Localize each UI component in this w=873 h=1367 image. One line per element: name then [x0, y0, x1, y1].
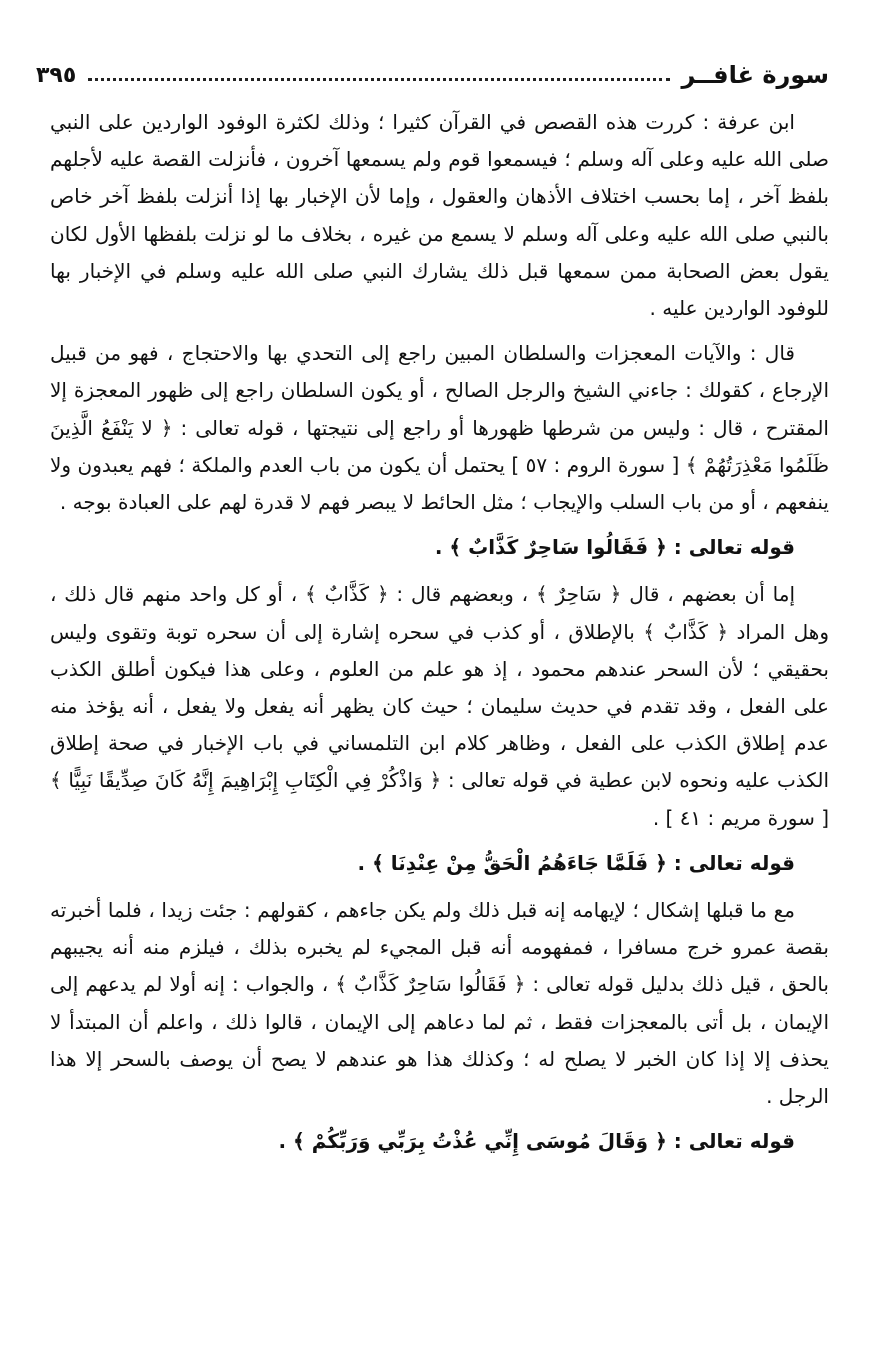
paragraph: ابن عرفة : كررت هذه القصص في القرآن كثيرا ؛ وذلك لكثرة الوفود الواردين على النبي صلى الله عليه وعلى آله وسلم ؛ فيسمعوا قوم ولم يسمعها آخرون ، فأنزلت القصة عليه لأجلهم بلفظ آخر ، إما بحسب اختلاف الأذهان والعقول ، وإما لأن الإخبار بها إذا أنزلت بلفظ آخر خاص بالنبي صلى الله عليه وعلى آله وسلم لا يسمع من غيره ، بخلاف ما لو نزلت بلفظها الأول لكان يقول بعض الصحابة ممن سمعها قبل ذلك يشارك النبي صلى الله عليه وسلم في الإخبار بها للوفود الواردين عليه .	[50, 110, 829, 321]
verse-heading: قوله تعالى : ﴿ وَقَالَ مُوسَى إِنِّي عُذْتُ بِرَبِّي وَرَبِّكُمْ ﴾ .	[278, 1129, 795, 1154]
running-header	[36, 58, 829, 92]
paragraph: قال : والآيات المعجزات والسلطان المبين راجع إلى التحدي بها والاحتجاج ، فهو من قبيل الإرجاع ، كقولك : جاءني الشيخ والرجل الصالح ، أو يكون السلطان راجع إلى ظهور المعجزة إلا المقترح ، قال : وليس من شرطها ظهورها أو راجع إلى نتيجتها ، قوله تعالى : ﴿ لا يَنْفَعُ الَّذِينَ ظَلَمُوا مَعْذِرَتُهُمْ ﴾ [ سورة الروم : ٥٧ ] يحتمل أن يكون من باب العدم والملكة ؛ فهم يعبدون ولا ينفعهم ، أو من باب السلب والإيجاب ؛ مثل الحائط لا يبصر فهم لا قدرة لهم على العبادة بوجه .	[50, 341, 829, 515]
verse-heading: قوله تعالى : ﴿ فَلَمَّا جَاءَهُمُ الْحَقُّ مِنْ عِنْدِنَا ﴾ .	[357, 850, 795, 875]
dotted-leader	[88, 78, 669, 81]
paragraph: إما أن بعضهم ، قال ﴿ سَاحِرٌ ﴾ ، وبعضهم قال : ﴿ كَذَّابٌ ﴾ ، أو كل واحد منهم قال ذلك ، وهل المراد ﴿ كَذَّابٌ ﴾ بالإطلاق ، أو كذب في سحره إشارة إلى أن سحره توبة وتقوى وليس بحقيقي ؛ لأن السحر عندهم محمود ، إذ هو علم من العلوم ، وعلى هذا فيكون أطلق الكذب على الفعل ، وقد تقدم في حديث سليمان ؛ حيث كان يظهر أنه يفعل ولا يفعل ، أنه يؤخذ منه عدم إطلاق الكذب على الفعل ، وظاهر كلام ابن التلمساني في باب الإخبار في صحة إطلاق الكذب عليه ونحوه لابن عطية في قوله تعالى : ﴿ وَاذْكُرْ فِي الْكِتَابِ إِبْرَاهِيمَ إِنَّهُ كَانَ صِدِّيقًا نَبِيًّا ﴾ [ سورة مريم : ٤١ ] .	[50, 582, 829, 830]
page-number: ٣٩٥	[36, 62, 77, 88]
surah-title: سورة غافــر	[681, 61, 829, 89]
verse-heading: قوله تعالى : ﴿ فَقَالُوا سَاحِرٌ كَذَّابٌ ﴾ .	[434, 535, 795, 560]
paragraph: مع ما قبلها إشكال ؛ لإيهامه إنه قبل ذلك ولم يكن جاءهم ، كقولهم : جئت زيدا ، فلما أخبرته بقصة عمرو خرج مسافرا ، فمفهومه أنه قبل المجيء لم يخبره بذلك ، فيلزم منه أنه يجيبهم بالحق ، قيل ذلك بدليل قوله تعالى : ﴿ فَقَالُوا سَاحِرٌ كَذَّابٌ ﴾ ، والجواب : إنه أولا لم يدعهم إلى الإيمان ، بل أتى بالمعجزات فقط ، ثم لما دعاهم إلى الإيمان ، قالوا ذلك ، واعلم أن المبتدأ لا يحذف إلا إذا كان الخبر لا يصلح له ؛ وكذلك هذا هو عندهم لا يصح أن يوصف بالسحر إلا هذا الرجل .	[50, 898, 829, 1109]
page-body	[50, 104, 829, 1170]
